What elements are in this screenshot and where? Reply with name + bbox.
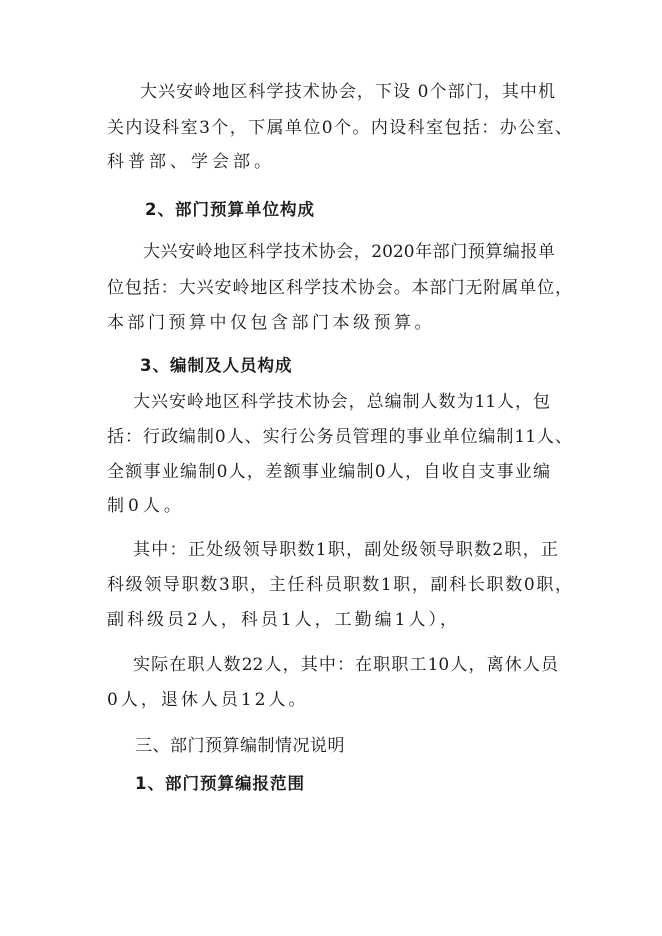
paragraph-line: 大兴安岭地区科学技术协会，下设 0个部门，其中机: [140, 82, 555, 102]
paragraph-line: 位包括：大兴安岭地区科学技术协会。本部门无附属单位，: [107, 278, 572, 298]
section-heading: 3、编制及人员构成: [140, 356, 293, 375]
paragraph-line: 制0人。: [107, 496, 185, 516]
paragraph-line: 本部门预算中仅包含部门本级预算。: [107, 313, 435, 333]
paragraph-line: 科级领导职数3职，主任科员职数1职，副科长职数0职，: [107, 575, 572, 595]
paragraph-line: 括：行政编制0人、实行公务员管理的事业单位编制11人、: [107, 427, 572, 447]
paragraph-line: 大兴安岭地区科学技术协会，2020年部门预算编报单: [143, 242, 555, 262]
section-heading: 2、部门预算单位构成: [145, 200, 315, 219]
paragraph-line: 大兴安岭地区科学技术协会，总编制人数为11人，包: [133, 392, 550, 412]
paragraph-line: 关内设科室3个，下属单位0个。内设科室包括：办公室、: [107, 118, 572, 138]
paragraph-line: 副科级员2人，科员1人，工勤编1人），: [107, 610, 460, 630]
paragraph-line: 实际在职人数22人，其中：在职职工10人，离休人员: [133, 655, 558, 675]
paragraph-line: 科普部、学会部。: [107, 152, 275, 172]
paragraph-line: 0人，退休人员12人。: [107, 690, 309, 710]
paragraph-line: 其中：正处级领导职数1职，副处级领导职数2职，正: [133, 540, 558, 560]
section-heading: 1、部门预算编报范围: [135, 774, 305, 793]
chapter-heading: 三、部门预算编制情况说明: [135, 736, 345, 756]
paragraph-line: 全额事业编制0人，差额事业编制0人，自收自支事业编: [107, 462, 550, 482]
